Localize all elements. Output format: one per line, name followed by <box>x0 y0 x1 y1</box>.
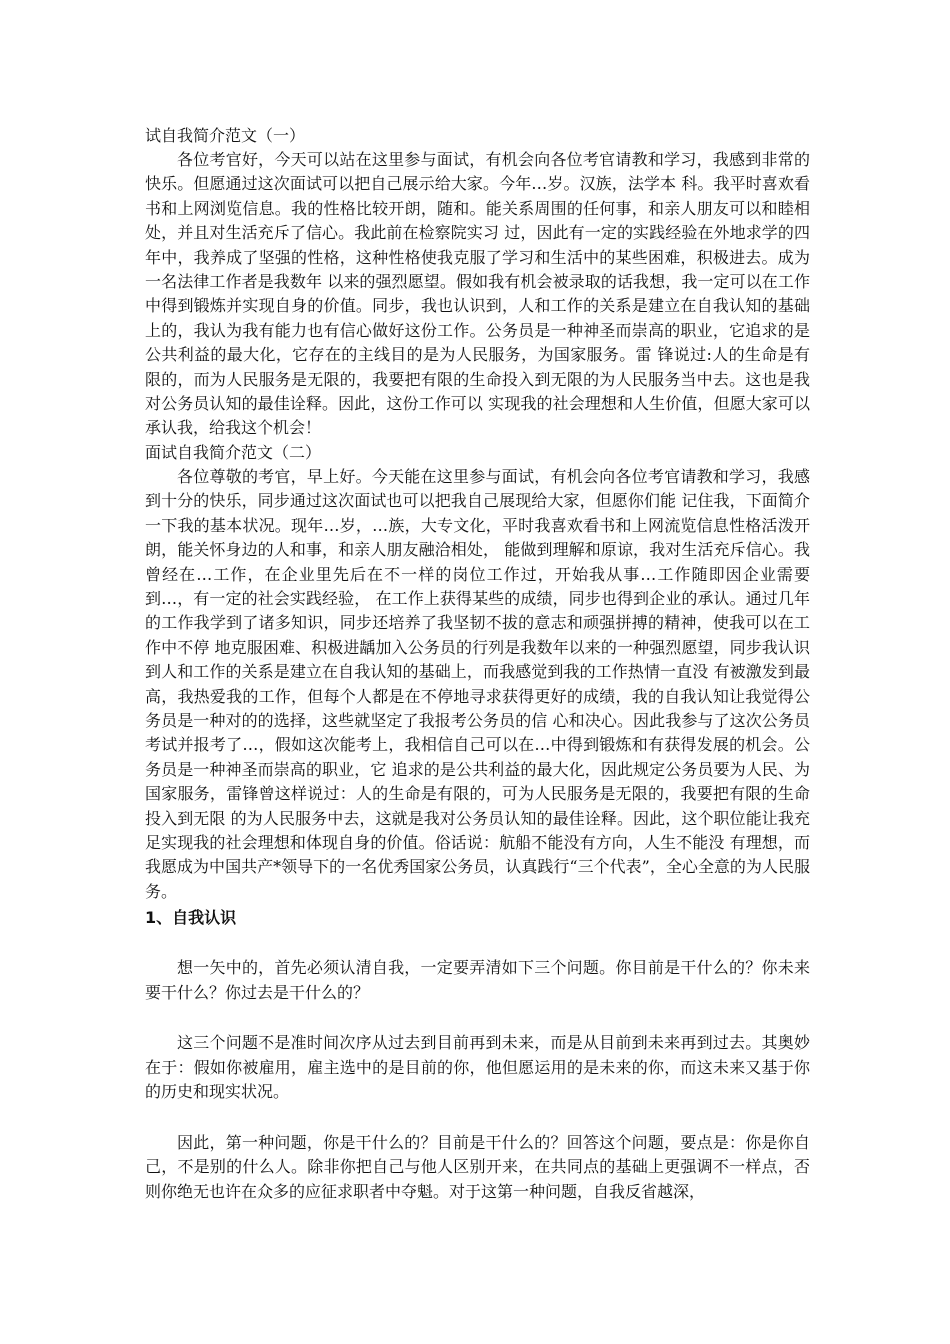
section-3-heading: 1、自我认识 <box>145 908 237 928</box>
section-3-paragraph-1: 想一矢中的，首先必须认清自我，一定要弄清如下三个问题。你目前是干什么的？你未来要干什么？你过去是干什么的？ <box>145 958 810 1002</box>
section-3-paragraph-2: 这三个问题不是准时间次序从过去到目前再到未来，而是从目前到未来再到过去。其奥妙在于：假如你被雇用，雇主选中的是目前的你，他但愿运用的是未来的你，而这未来又基于你的历史和现实状况。 <box>145 1033 810 1102</box>
section-2-title: 面试自我简介范文（二） <box>145 442 322 462</box>
document-page <box>145 124 810 1204</box>
section-2-body: 各位尊敬的考官，早上好。今天能在这里参与面试，有机会向各位考官请教和学习，我感到十分的快乐，同步通过这次面试也可以把我自己展现给大家，但愿你们能 记住我，下面简介一下我的基本状况。现年…岁，…族，大专文化，平时我喜欢看书和上网流览信息性格活泼开朗，能关怀身边的人和事，和亲人朋友融洽相处， 能做到理解和原谅，我对生活充斥信心。我曾经在…工作，在企业里先后在不一样的岗位工作过，开始我从事…工作随即因企业需要到…，有一定的社会实践经验， 在工作上获得某些的成绩，同步也得到企业的承认。通过几年的工作我学到了诸多知识，同步还培养了我坚韧不拔的意志和顽强拼搏的精神，使我可以在工作中不停 地克服困难、积极进龋加入公务员的行列是我数年以来的一种强烈愿望，同步我认识到人和工作的关系是建立在自我认知的基础上，而我感觉到我的工作热情一直没 有被激发到最高，我热爱我的工作，但每个人都是在不停地寻求获得更好的成绩，我的自我认知让我觉得公务员是一种对的的选择，这些就坚定了我报考公务员的信 心和决心。因此我参与了这次公务员考试并报考了…，假如这次能考上，我相信自己可以在…中得到锻炼和有获得发展的机会。公务员是一种神圣而崇高的职业，它 追求的是公共利益的最大化，因此规定公务员要为人民、为国家服务，雷锋曾这样说过：人的生命是有限的，可为人民服务是无限的，我要把有限的生命投入到无限 的为人民服务中去，这就是我对公务员认知的最佳诠释。因此，这个职位能让我充足实现我的社会理想和体现自身的价值。俗话说：航船不能没有方向，人生不能没 有理想，而我愿成为中国共产*领导下的一名优秀国家公务员，认真践行“三个代表”，全心全意的为人民服务。 <box>145 466 810 901</box>
section-1-title: 试自我简介范文（一） <box>145 126 306 145</box>
section-1-body: 各位考官好，今天可以站在这里参与面试，有机会向各位考官请教和学习，我感到非常的快乐。但愿通过这次面试可以把自己展示给大家。今年…岁。汉族，法学本 科。我平时喜欢看书和上网浏览信息。我的性格比较开朗，随和。能关系周围的任何事，和亲人朋友可以和睦相处，并且对生活充斥了信心。我此前在检察院实习 过，因此有一定的实践经验在外地求学的四年中，我养成了坚强的性格，这种性格使我克服了学习和生活中的某些困难，积极进去。成为一名法律工作者是我数年 以来的强烈愿望。假如我有机会被录取的话我想，我一定可以在工作中得到锻炼并实现自身的价值。同步，我也认识到，人和工作的关系是建立在自我认知的基础 上的，我认为我有能力也有信心做好这份工作。公务员是一种神圣而崇高的职业，它追求的是公共利益的最大化，它存在的主线目的是为人民服务，为国家服务。雷 锋说过:人的生命是有限的，而为人民服务是无限的，我要把有限的生命投入到无限的为人民服务当中去。这也是我对公务员认知的最佳诠释。因此，这份工作可以 实现我的社会理想和人生价值，但愿大家可以承认我，给我这个机会！ <box>145 150 810 438</box>
section-3-paragraph-3: 因此，第一种问题，你是干什么的？目前是干什么的？回答这个问题，要点是：你是你自己，不是别的什么人。除非你把自己与他人区别开来，在共同点的基础上更强调不一样点，否则你绝无也许在众多的应征求职者中夺魁。对于这第一种问题，自我反省越深， <box>145 1132 810 1201</box>
